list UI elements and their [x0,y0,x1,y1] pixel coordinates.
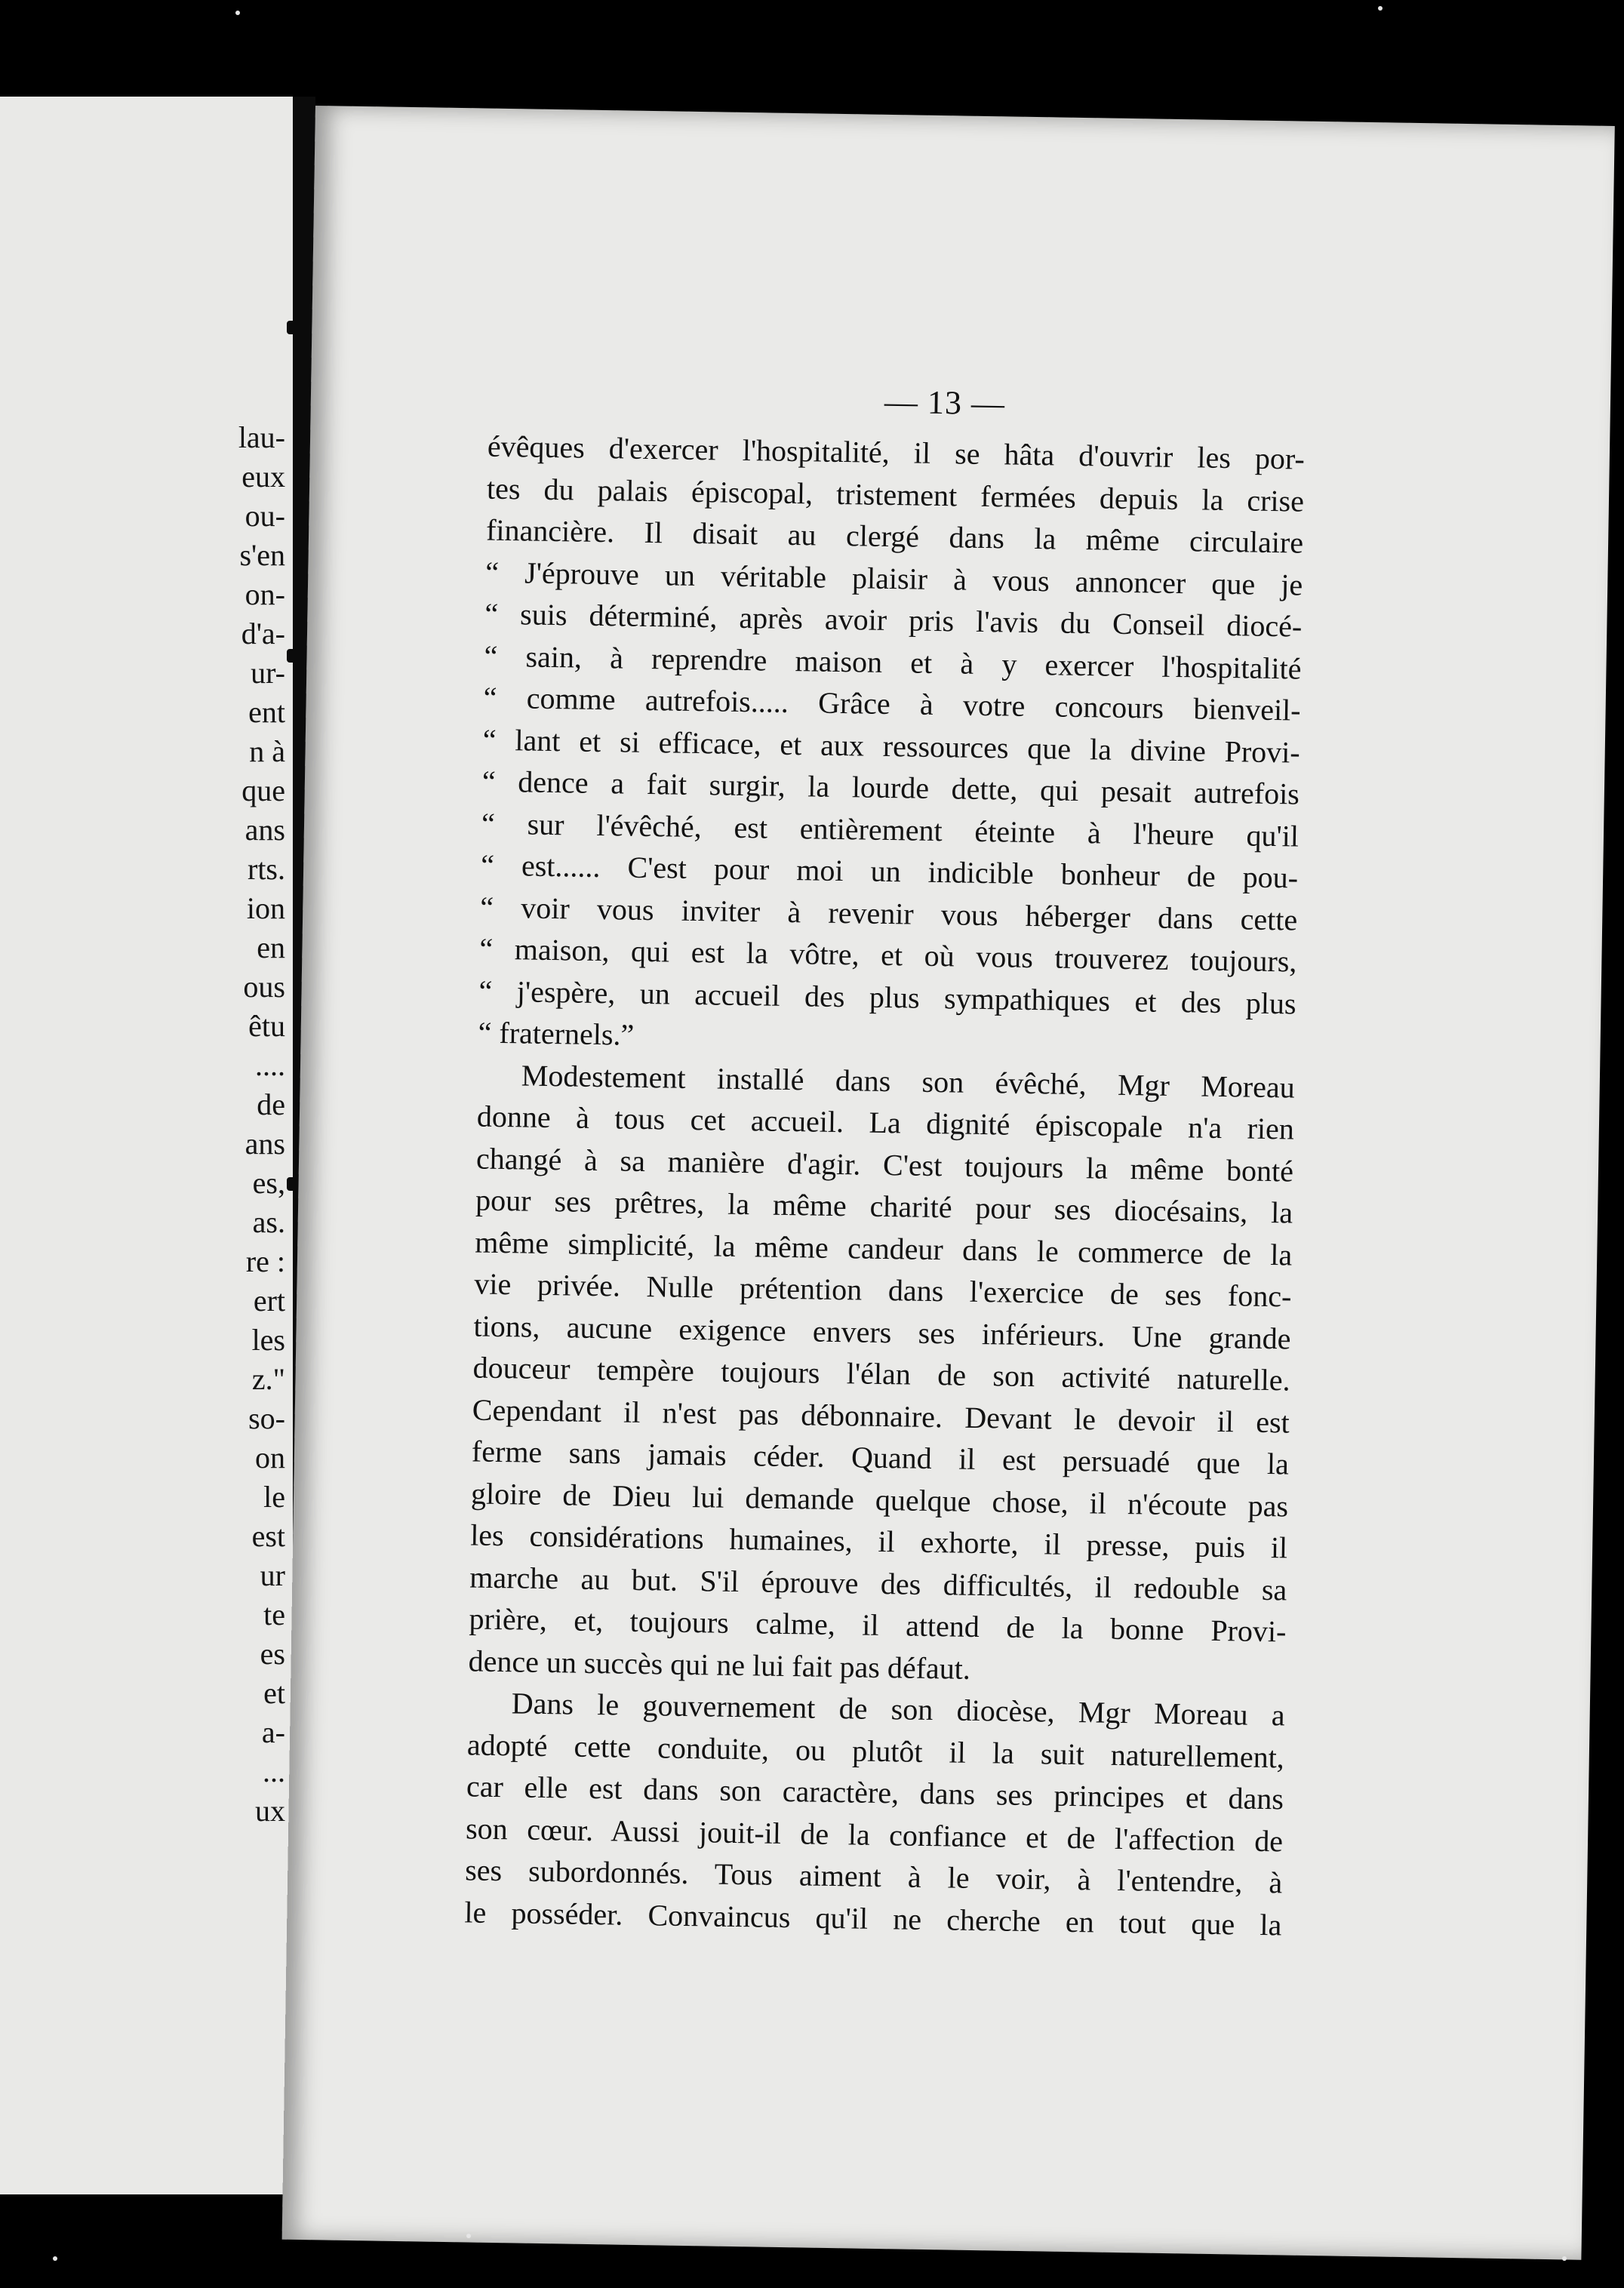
page-body [464,426,1305,1946]
left-text-fragment: s'en [239,538,285,572]
text-line: “ j'espère, un accueil des plus sympathiques et des plus [478,973,1296,1021]
left-text-fragment: ux [255,1794,285,1828]
scan-speck [235,11,240,15]
text-line: “ est...... C'est pour moi un indicible bonheur de pou- [480,847,1299,895]
text-line: “ suis déterminé, après avoir pris l'avis du Conseil diocé- [484,596,1303,644]
text-line: tes du palais épiscopal, tristement fermées depuis la crise [486,471,1305,518]
left-text-fragment: eux [241,460,285,494]
text-line: Cependant il n'est pas débonnaire. Devant le devoir il est [472,1392,1290,1439]
text-line: même simplicité, la même candeur dans le commerce de la [475,1225,1293,1272]
left-text-fragment: on- [245,577,285,611]
page-number: — 13 — [884,383,1006,423]
text-line: gloire de Dieu lui demande quelque chose, il n'écoute pas [470,1475,1289,1523]
left-text-fragment: ou- [245,499,285,533]
text-line: les considérations humaines, il exhorte, il presse, puis il [469,1518,1288,1565]
text-line: dence un succès qui ne lui fait pas défaut. [468,1643,971,1686]
left-text-fragment: ent [248,695,285,729]
text-line: “ voir vous inviter à revenir vous héberger dans cette [479,890,1298,937]
left-text-fragment: que [241,773,285,807]
left-text-fragment: rts. [248,852,285,886]
text-line: “ dence a fait surgir, la lourde dette, qui pesait autrefois [481,764,1300,811]
left-text-fragment: ans [245,813,285,847]
text-line: “ J'éprouve un véritable plaisir à vous annoncer que je [484,555,1303,602]
text-line: ses subordonnés. Tous aiment à le voir, à l'entendre, à [464,1853,1283,1900]
left-text-fragment: ous [243,970,285,1004]
text-line: Dans le gouvernement de son diocèse, Mgr Moreau a [511,1686,1286,1733]
left-text-fragment: lau- [238,420,285,454]
text-line: prière, et, toujours calme, il attend de la bonne Provi- [469,1601,1287,1649]
binding-mark [287,321,314,334]
left-text-fragment: es, [252,1166,285,1200]
left-text-fragment: ur- [251,656,285,690]
left-text-fragment: est [251,1519,285,1553]
left-text-fragment: so- [248,1401,285,1435]
text-line: “ maison, qui est la vôtre, et où vous trouverez toujours, [479,931,1297,979]
text-line: Modestement installé dans son évêché, Mgr Moreau [521,1057,1296,1105]
text-line: “ sain, à reprendre maison et à y exercer l'hospitalité [484,638,1302,686]
left-text-fragment: as. [252,1205,285,1239]
left-text-fragment: a- [261,1715,285,1749]
left-text-fragment: d'a- [241,617,285,650]
left-text-fragment: es [260,1637,285,1671]
left-text-fragment: en [257,930,285,964]
text-line: adopté cette conduite, ou plutôt il la suit naturellement, [466,1727,1285,1774]
left-text-fragment: ans [245,1127,285,1161]
left-text-fragment: z." [251,1362,285,1396]
scan-speck [1378,6,1383,11]
text-line: douceur tempère toujours l'élan de son activité naturelle. [472,1350,1290,1398]
left-text-fragment: te [263,1598,285,1631]
text-line: changé à sa manière d'agir. C'est toujours la même bonté [475,1141,1294,1189]
left-text-fragment: êtu [248,1009,285,1043]
left-text-fragment: ... [263,1754,285,1788]
text-line: “ sur l'évêché, est entièrement éteinte à l'heure qu'il [481,806,1300,853]
text-line: marche au but. S'il éprouve des difficultés, il redouble sa [469,1559,1287,1607]
text-line: car elle est dans son caractère, dans ses principes et dans [466,1769,1284,1816]
left-text-fragment: les [251,1323,285,1357]
left-text-fragment: re : [245,1244,285,1278]
left-text-fragment: et [263,1676,285,1710]
left-text-fragment: le [263,1480,285,1514]
text-line: “ lant et si efficace, et aux ressources que la divine Provi- [482,722,1301,770]
left-text-fragment: de [257,1087,285,1121]
left-page-fragment [0,97,293,2194]
text-line: pour ses prêtres, la même charité pour ses diocésains, la [475,1182,1293,1230]
text-line: “ fraternels.” [478,1015,635,1052]
text-line: ferme sans jamais céder. Quand il est persuadé que la [471,1434,1290,1481]
left-text-fragment: ur [260,1558,285,1592]
scan-speck [53,2256,57,2261]
text-line: “ comme autrefois..... Grâce à votre concours bienveil- [483,680,1301,727]
left-text-fragment: on [255,1441,285,1475]
left-text-fragment: .... [255,1048,285,1082]
text-line: le posséder. Convaincus qu'il ne cherche en tout que la [464,1894,1282,1942]
text-line: évêques d'exercer l'hospitalité, il se hâta d'ouvrir les por- [487,429,1306,476]
text-line: tions, aucune exigence envers ses inférieurs. Une grande [473,1308,1291,1356]
left-text-fragment: ert [253,1284,285,1318]
text-line: financière. Il disait au clergé dans la même circulaire [485,512,1304,560]
text-line: donne à tous cet accueil. La dignité épiscopale n'a rien [476,1099,1295,1146]
text-line: vie privée. Nulle prétention dans l'exercice de ses fonc- [474,1266,1292,1314]
left-text-fragment: n à [249,734,285,768]
text-line: son cœur. Aussi jouit-il de la confiance et de l'affection de [465,1810,1284,1858]
scan-speck [1562,2256,1567,2261]
left-text-fragment: ion [246,891,285,925]
scan-speck [466,2234,471,2238]
right-page [282,106,1615,2260]
